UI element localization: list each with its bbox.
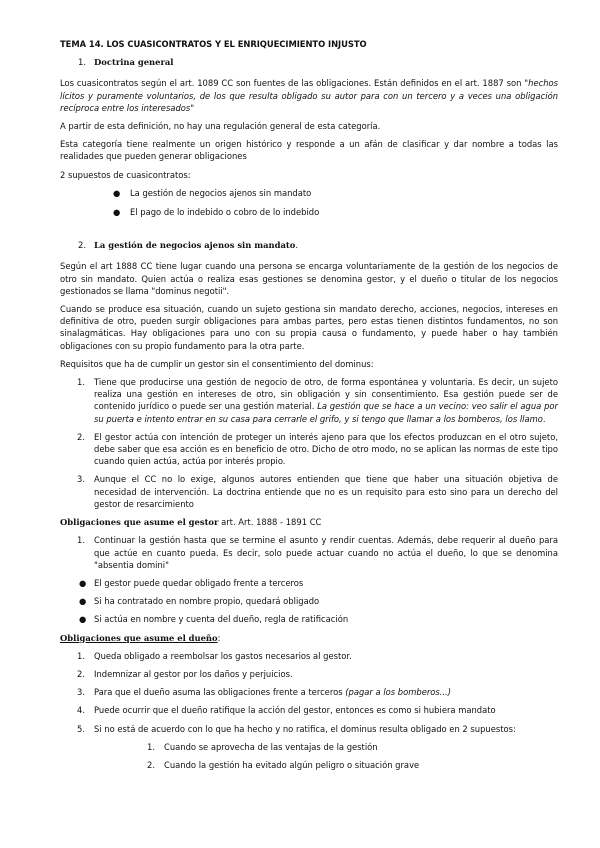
list-item: [60, 650, 558, 662]
dueno-obligations-list: [60, 650, 558, 771]
list-number: 2.: [77, 431, 85, 442]
list-item-text: La gestión de negocios ajenos sin mandato: [130, 187, 312, 198]
list-item-text: El gestor actúa con intención de proteger un interés ajeno para que los efectos produzcan en el otro sujeto, debe saber que esa acción es en beneficio de otro. Dicho de otro modo, no se aplican las normas de este tipo cuando quien actúa, actúa por interés propio.: [94, 431, 558, 467]
list-number: 3.: [77, 687, 85, 698]
example-text: (pagar a los bomberos...): [345, 687, 452, 698]
list-item: [60, 595, 558, 607]
sub-list-item: [94, 741, 558, 753]
list-item: [60, 187, 558, 199]
list-item-text: Si ha contratado en nombre propio, quedará obligado: [94, 596, 320, 607]
list-item: [60, 668, 558, 680]
list-item: [60, 473, 558, 510]
list-item-text: Tiene que producirse una gestión de negocio de otro, de forma espontánea y voluntaria. Es decir, un sujeto realiza una gestión en intereses de otro, sin obligación y sin consentimiento. Esa gestión puede ser de contenido jurídico o puede ser una gestión material.: [94, 377, 558, 412]
list-item: [60, 431, 558, 468]
bullet-icon: ●: [79, 596, 87, 607]
list-item-text: Cuando se aprovecha de las ventajas de la gestión: [164, 741, 378, 752]
subheading-text: Obligaciones que asume el dueño: [60, 632, 218, 643]
bullet-list: [60, 187, 558, 218]
list-number: 1.: [77, 650, 85, 661]
list-number: 2.: [77, 668, 85, 679]
list-item: [60, 723, 558, 772]
document-page: [60, 38, 558, 777]
list-item: [60, 704, 558, 716]
list-number: 1.: [147, 741, 155, 752]
list-item: [60, 376, 558, 425]
list-item-text: Indemnizar al gestor por los daños y perjuicios.: [94, 668, 293, 679]
list-number: 3.: [77, 474, 85, 485]
paragraph: Esta categoría tiene realmente un origen histórico y responde a un afán de clasificar y dar nombre a todas las realidades que pueden generar obligaciones: [60, 139, 558, 162]
example-text: La gestión que se hace a un vecino: veo salir el agua por su puerta e intento entrar en su casa para cerrarle el grifo, y si tengo que llamar a los bomberos, los llamo: [94, 401, 558, 424]
bullet-icon: ●: [79, 577, 87, 588]
list-item-text: Aunque el CC no lo exige, algunos autores entienden que tiene que haber una situación objetiva de necesidad de intervención. La doctrina entiende que no es un requisito para esto sino para un derecho del gestor de resarcimiento: [94, 474, 558, 509]
list-item-text: Continuar la gestión hasta que se termine el asunto y rendir cuentas. Además, debe requerir al dueño para que actúe en cuanto pueda. Es decir, solo puede actuar cuando no actúa el dueño, lo que se denomina "absentia domini": [94, 535, 558, 570]
paragraph: A partir de esta definición, no hay una regulación general de esta categoría.: [60, 121, 381, 132]
paragraph-text: Los cuasicontratos según el art. 1089 CC son fuentes de las obligaciones. Están definidos en el art. 1887 son: [60, 78, 525, 89]
bullet-icon: ●: [113, 207, 121, 218]
section-title: La gestión de negocios ajenos sin mandato: [94, 240, 296, 251]
list-item: [60, 613, 558, 625]
section-number: 2.: [78, 240, 86, 251]
page-title: TEMA 14. LOS CUASICONTRATOS Y EL ENRIQUECIMIENTO INJUSTO: [60, 39, 367, 49]
sub-list: [94, 741, 558, 771]
subheading-dueno: [60, 632, 558, 644]
article-reference: art. Art. 1888 - 1891 CC: [218, 517, 322, 528]
list-item-text: Puede ocurrir que el dueño ratifique la acción del gestor, entonces es como si hubiera mandato: [94, 705, 496, 716]
requirements-list: [60, 376, 558, 510]
list-item-text: Si actúa en nombre y cuenta del dueño, regla de ratificación: [94, 614, 349, 625]
bullet-icon: ●: [79, 614, 87, 625]
list-item-text: El gestor puede quedar obligado frente a terceros: [94, 577, 304, 588]
quote-text: "hechos lícitos y puramente voluntarios, de los que resulta obligado su autor para con un tercero y a veces una obligación recíproca entre los interesados": [60, 78, 558, 113]
paragraph: Según el art 1888 CC tiene lugar cuando una persona se encarga voluntariamente de la gestión de los negocios de otro sin mandato. Quien actúa o realiza esas gestiones se denomina gestor, y el dueño o titular de los negocios gestionados se llama "dominus negotii".: [60, 261, 558, 296]
paragraph: 2 supuestos de cuasicontratos:: [60, 169, 191, 180]
subheading-end: :: [217, 632, 221, 643]
list-number: 2.: [147, 759, 155, 770]
list-item-text-end: .: [542, 413, 546, 424]
list-item-text: Cuando la gestión ha evitado algún peligro o situación grave: [164, 759, 420, 770]
paragraph: [60, 77, 558, 114]
sub-list-item: [94, 759, 558, 771]
list-item-text: Para que el dueño asuma las obligaciones frente a terceros: [94, 687, 346, 698]
list-item: [60, 686, 558, 698]
bullet-icon: ●: [113, 187, 121, 198]
list-item-text: Queda obligado a reembolsar los gastos necesarios al gestor.: [94, 650, 352, 661]
list-number: 1.: [77, 377, 85, 388]
subheading-gestor: [60, 516, 558, 528]
list-item: [60, 534, 558, 571]
list-item-text: Si no está de acuerdo con lo que ha hecho y no ratifica, el dominus resulta obligado en 2 supuestos:: [94, 723, 516, 734]
section-title-end: .: [295, 240, 299, 251]
list-number: 1.: [77, 535, 85, 546]
list-item: [60, 206, 558, 218]
paragraph: Cuando se produce esa situación, cuando un sujeto gestiona sin mandato derecho, acciones, negocios, intereses en definitiva de otro, pueden surgir obligaciones para ambas partes, pero estas tienen distintos fundamentos, no son sinalagmáticas. Hay obligaciones para uno con su propia causa o fundamento, y puede haber o hay también obligaciones con su propio fundamento para la otra parte.: [60, 304, 558, 351]
list-item: [60, 577, 558, 589]
section-number: 1.: [78, 57, 86, 68]
list-number: 5.: [77, 723, 85, 734]
subheading-text: Obligaciones que asume el gestor: [60, 517, 219, 528]
section-1-heading: [78, 56, 558, 68]
gestor-obligations-list: [60, 534, 558, 625]
section-2-heading: [78, 239, 558, 251]
list-item-text: El pago de lo indebido o cobro de lo indebido: [130, 207, 320, 218]
section-title: Doctrina general: [94, 57, 174, 68]
list-number: 4.: [77, 705, 85, 716]
paragraph: Requisitos que ha de cumplir un gestor sin el consentimiento del dominus:: [60, 358, 374, 369]
